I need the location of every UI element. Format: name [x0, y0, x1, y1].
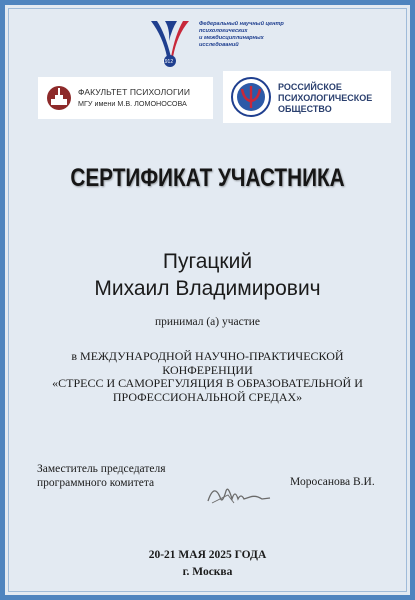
certificate-title: СЕРТИФИКАТ УЧАСТНИКА — [70, 164, 345, 192]
signatory-role: Заместитель председателя программного комитета — [37, 463, 166, 489]
faculty-logo-box — [38, 77, 213, 119]
signatory-name: Моросанова В.И. — [290, 476, 375, 488]
participant-given-names: Михаил Владимирович — [94, 277, 321, 300]
university-name: МГУ имени М.В. ЛОМОНОСОВА — [78, 99, 187, 108]
society-logo-box — [223, 71, 391, 123]
emblem-year: 1912 — [162, 59, 174, 65]
participant-surname: Пугацкий — [162, 250, 253, 273]
faculty-name: ФАКУЛЬТЕТ ПСИХОЛОГИИ — [78, 87, 191, 97]
society-psi-icon — [230, 76, 272, 118]
handwritten-signature — [204, 477, 274, 509]
participation-text: принимал (а) участие — [154, 316, 261, 328]
society-name: РОССИЙСКОЕ ПСИХОЛОГИЧЕСКОЕ ОБЩЕСТВО — [278, 82, 373, 114]
conference-name: в МЕЖДУНАРОДНОЙ НАУЧНО-ПРАКТИЧЕСКОЙ КОНФЕРЕНЦИИ «СТРЕСС И САМОРЕГУЛЯЦИЯ В ОБРАЗОВАТЕЛЬНОЙ И ПРОФЕССИОНАЛЬНОЙ СРЕДАХ» — [52, 349, 363, 404]
research-center-logo — [145, 17, 325, 67]
event-date: 20-21 МАЯ 2025 ГОДА — [148, 549, 267, 561]
event-city: г. Москва — [182, 566, 233, 578]
faculty-building-icon — [46, 85, 72, 111]
research-center-name: Федеральный научный центр психологических и междисциплинарных исследований — [199, 21, 284, 48]
